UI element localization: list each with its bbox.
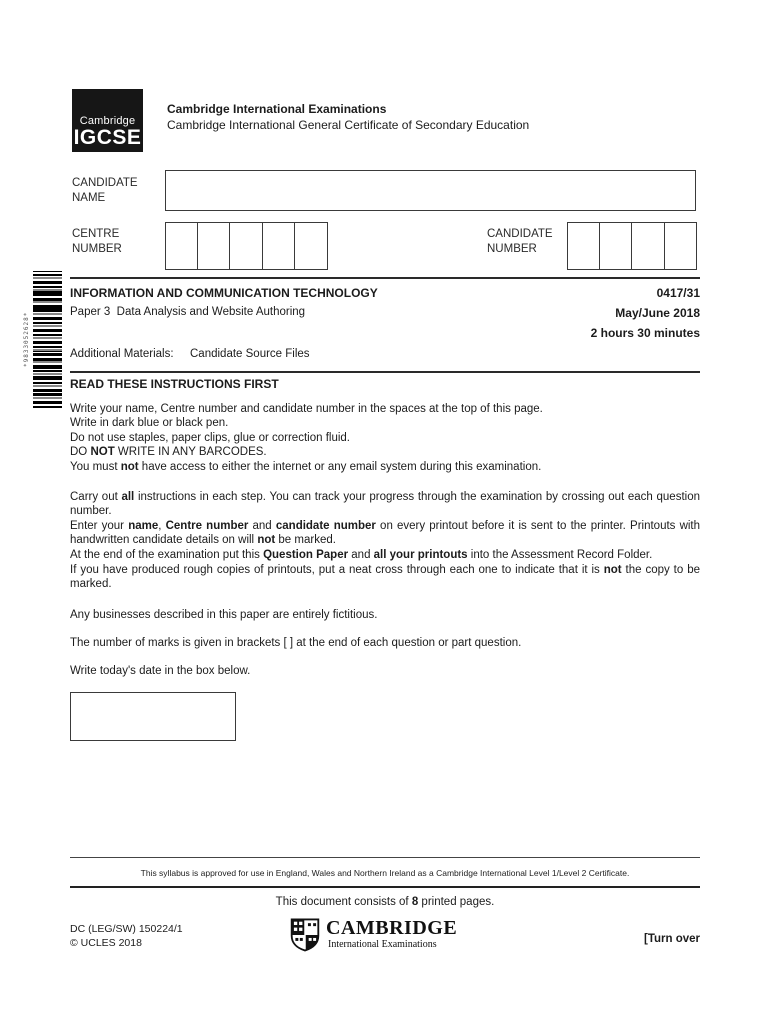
candidate-name-input-box[interactable]: [165, 170, 696, 211]
emphasized-text: 8: [411, 896, 419, 908]
instructions-section: [70, 377, 700, 741]
instruction-line: [70, 460, 700, 475]
qualification-name: Cambridge International General Certificate of Secondary Education: [167, 118, 530, 132]
materials-value: Candidate Source Files: [190, 348, 310, 360]
text-segment: instructions in each step. You can track your progress through the examination by crossing out each question number.: [70, 490, 700, 518]
instruction-line: [70, 490, 700, 519]
text-segment: the copy to be marked.: [70, 563, 700, 591]
instruction-line: [70, 402, 700, 417]
text-segment: You must: [70, 460, 121, 473]
centre-number-label: [72, 227, 122, 256]
number-cell[interactable]: [665, 222, 698, 270]
divider-instructions: [70, 371, 700, 373]
syllabus-rule-top: [70, 857, 700, 858]
instruction-line: [70, 563, 700, 592]
candidate-name-label-line2: NAME: [72, 191, 106, 204]
text-segment: Write in dark blue or black pen.: [70, 417, 229, 430]
text-segment: If you have produced rough copies of printouts, put a neat cross through each one to indicate that it is: [70, 563, 604, 576]
text-segment: into the Assessment Record Folder.: [467, 548, 653, 561]
emphasized-text: all: [121, 490, 135, 503]
barcode-number: *9833052628*: [23, 311, 30, 368]
doc-reference: DC (LEG/SW) 150224/1: [70, 923, 183, 935]
text-segment: Do not use staples, paper clips, glue or correction fluid.: [70, 431, 350, 444]
number-cell[interactable]: [198, 222, 231, 270]
logo-brand-text: Cambridge: [79, 115, 136, 127]
note-marks: The number of marks is given in brackets [ ] at the end of each question or part question.: [70, 636, 522, 649]
note-fictitious: Any businesses described in this paper are entirely fictitious.: [70, 608, 378, 621]
candidate-name-label-line1: CANDIDATE: [72, 177, 138, 189]
text-segment: be marked.: [275, 534, 336, 547]
paper-name: Paper 3 Data Analysis and Website Authoring: [70, 306, 306, 318]
emphasized-text: Centre number: [165, 519, 249, 532]
text-segment: This document consists of: [275, 896, 412, 908]
cambridge-logo-subtitle: International Examinations: [328, 939, 437, 950]
note-date-prompt: Write today's date in the box below.: [70, 664, 251, 677]
centre-number-label-line2: NUMBER: [72, 242, 122, 255]
candidate-number-label: [487, 227, 553, 256]
text-segment: on every printout before it is sent to the printer. Printouts with handwritten candidate details on will: [70, 519, 701, 547]
instructions-block-1: [70, 402, 700, 475]
centre-number-cells[interactable]: [165, 222, 328, 270]
date-input-box[interactable]: [70, 692, 236, 741]
candidate-number-label-line1: CANDIDATE: [487, 228, 553, 240]
cambridge-logo-title: CAMBRIDGE: [326, 917, 458, 939]
turn-over-label: [Turn over: [643, 933, 700, 945]
exam-board-header: [167, 101, 529, 133]
text-segment: printed pages.: [418, 896, 495, 908]
text-segment: At the end of the examination put this: [70, 548, 264, 561]
logo-program-text: IGCSE: [73, 126, 142, 149]
candidate-barcode: [33, 271, 62, 408]
instruction-line: [70, 416, 700, 431]
exam-session: May/June 2018: [615, 306, 700, 320]
exam-duration: 2 hours 30 minutes: [590, 326, 700, 340]
emphasized-text: candidate number: [275, 519, 376, 532]
number-cell[interactable]: [295, 222, 328, 270]
candidate-number-label-line2: NUMBER: [487, 242, 537, 255]
number-cell[interactable]: [567, 222, 600, 270]
instruction-line: [70, 519, 700, 548]
candidate-number-cells[interactable]: [567, 222, 697, 270]
emphasized-text: not: [120, 460, 139, 473]
candidate-name-label: [72, 176, 138, 205]
emphasized-text: not: [603, 563, 622, 576]
paper-row: [70, 306, 700, 320]
syllabus-rule-bottom: [70, 886, 700, 888]
instructions-block-2: [70, 490, 700, 592]
text-segment: have access to either the internet or any email system during this examination.: [138, 460, 542, 473]
text-segment: DO: [70, 446, 91, 459]
number-cell[interactable]: [632, 222, 665, 270]
number-cell[interactable]: [230, 222, 263, 270]
materials-row: [70, 348, 700, 360]
text-segment: ,: [158, 519, 166, 532]
text-segment: Carry out: [70, 490, 122, 503]
subject-title: INFORMATION AND COMMUNICATION TECHNOLOGY: [70, 286, 378, 300]
text-segment: and: [348, 548, 374, 561]
text-segment: WRITE IN ANY BARCODES.: [114, 446, 267, 459]
number-cell[interactable]: [165, 222, 198, 270]
centre-number-label-line1: CENTRE: [72, 228, 120, 240]
copyright: © UCLES 2018: [70, 937, 142, 949]
emphasized-text: not: [257, 534, 276, 547]
text-segment: Enter your: [70, 519, 129, 532]
divider-top: [70, 277, 700, 279]
exam-board-name: Cambridge International Examinations: [167, 102, 387, 116]
instruction-line: [70, 445, 700, 460]
instruction-line: [70, 431, 700, 446]
paper-code: 0417/31: [656, 286, 700, 300]
cambridge-igcse-logo: [72, 89, 143, 152]
syllabus-approval-note: This syllabus is approved for use in England, Wales and Northern Ireland as a Cambridge International Level 1/Level 2 Certificate.: [140, 868, 630, 878]
text-segment: Write your name, Centre number and candidate number in the spaces at the top of this page.: [70, 402, 543, 415]
page-count-note: [70, 896, 700, 908]
text-segment: and: [248, 519, 276, 532]
subject-row: [70, 286, 700, 300]
emphasized-text: name: [128, 519, 159, 532]
emphasized-text: Question Paper: [263, 548, 349, 561]
materials-label: Additional Materials:: [70, 348, 174, 360]
instruction-line: [70, 548, 700, 563]
number-cell[interactable]: [263, 222, 296, 270]
emphasized-text: all your printouts: [373, 548, 468, 561]
number-cell[interactable]: [600, 222, 633, 270]
emphasized-text: NOT: [90, 446, 115, 459]
instructions-heading: READ THESE INSTRUCTIONS FIRST: [70, 377, 279, 391]
